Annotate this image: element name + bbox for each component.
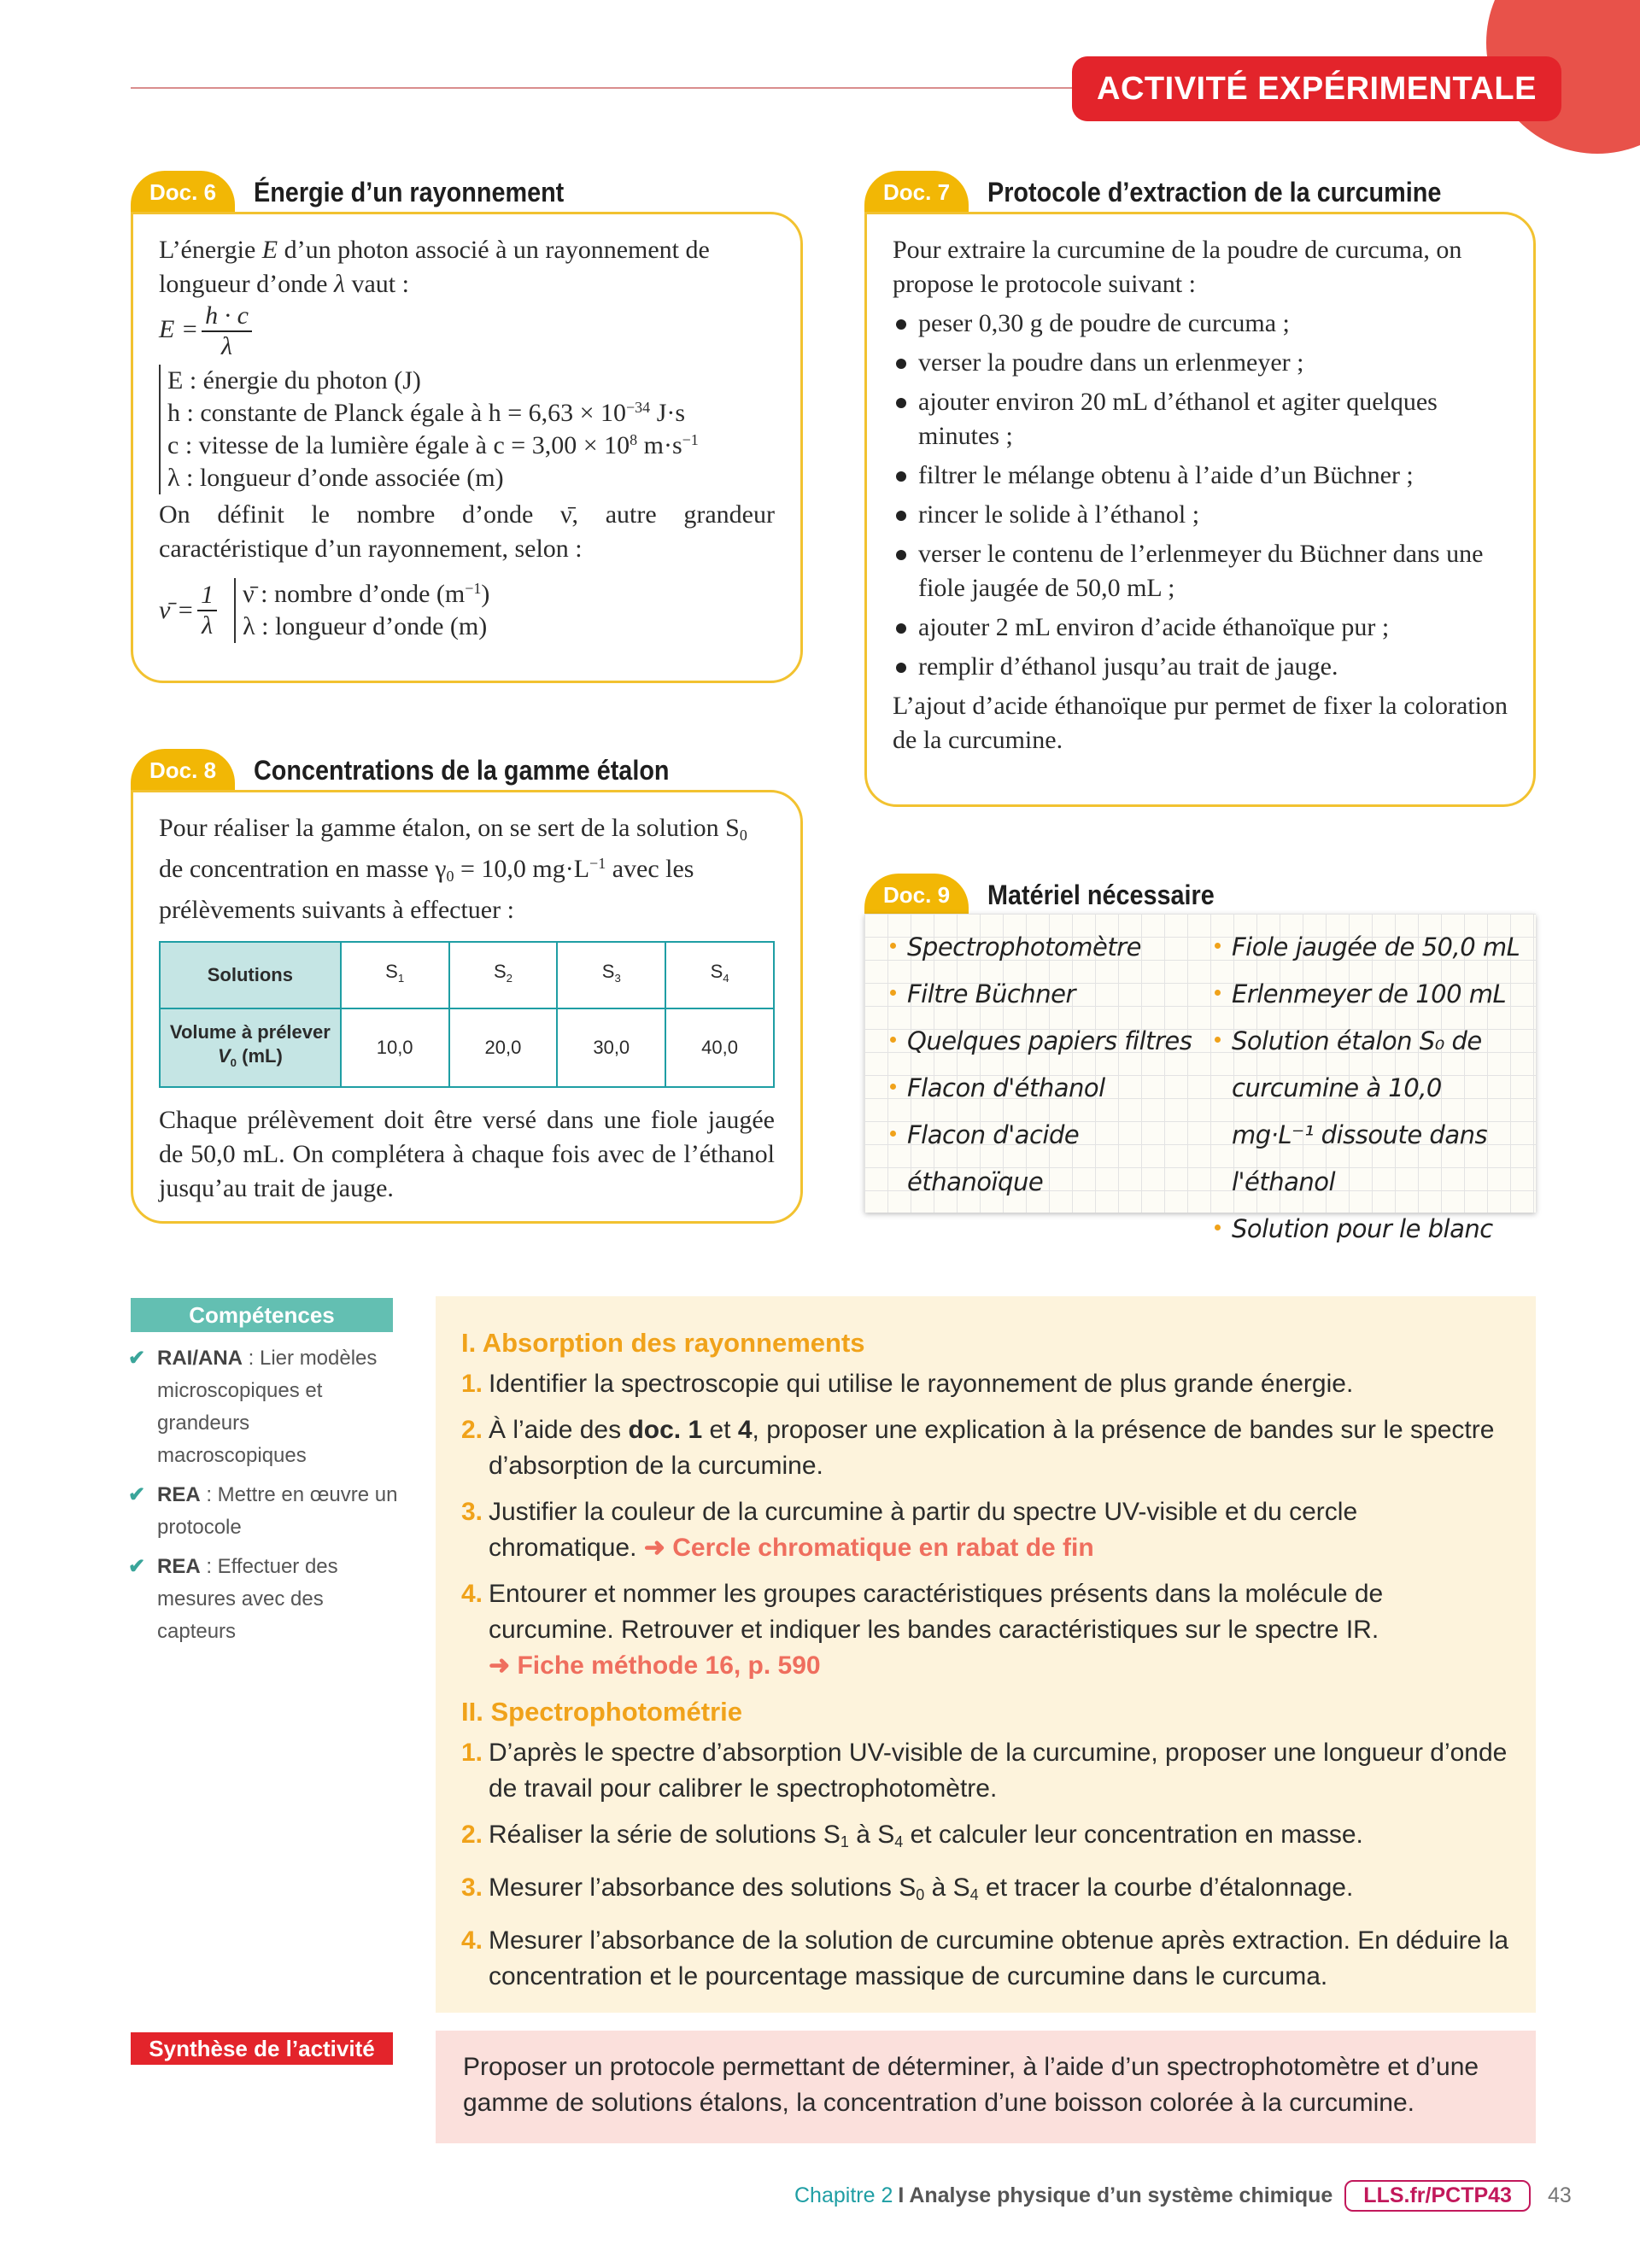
- material-grid: [864, 914, 1536, 1243]
- reference-link[interactable]: ➜ Fiche méthode 16, p. 590: [489, 1651, 821, 1680]
- protocol-steps: [893, 307, 1508, 684]
- check-icon: ✔: [128, 1555, 146, 1578]
- chapter-label: Chapitre 2: [794, 2183, 893, 2207]
- protocol-step: ajouter environ 20 mL d’éthanol et agiter quelques minutes ;: [893, 385, 1508, 453]
- synthese-text: Proposer un protocole permettant de déterminer, à l’aide d’un spectrophotomètre et d’une gamme de solutions étalons, la concentration d’une boisson colorée à la curcumine.: [436, 2031, 1536, 2143]
- check-icon: ✔: [128, 1483, 146, 1506]
- doc8-box: [131, 790, 803, 1224]
- table-cell: $S_4$: [665, 942, 774, 1008]
- table-row: [160, 942, 774, 1008]
- material-item: Solution étalon S₀ de curcumine à 10,0 mg·L⁻¹ dissoute dans l'éthanol: [1215, 1018, 1531, 1206]
- material-item: Flacon d'acide éthanoïque: [890, 1112, 1095, 1206]
- footer: [794, 2180, 1572, 2212]
- doc6-tag: Doc. 6: [131, 171, 235, 213]
- competences-list: [128, 1342, 401, 1655]
- protocol-step: verser le contenu de l’erlenmeyer du Büchner dans une fiole jaugée de 50,0 mL ;: [893, 537, 1508, 605]
- question: 4. Mesurer l’absorbance de la solution de curcumine obtenue après extraction. En déduire la concentration et le pourcentage massique de curcumine dans le curcuma.: [461, 1926, 1509, 1990]
- material-item: Fiole jaugée de 50,0 mL: [1215, 924, 1531, 971]
- table-header: Volume à prélever $V_0$ (mL): [160, 1008, 341, 1087]
- wavenumber-formula: ν̄ = $\frac{1}{\lambda}$ ν̄ : nombre d’onde $(m^{-1})$ λ : longueur d’onde (m): [159, 575, 775, 646]
- table-header: Solutions: [160, 942, 341, 1008]
- doc8-outro: Chaque prélèvement doit être versé dans une fiole jaugée de 50,0 mL. On complétera à chaque fois avec de l’éthanol jusqu’au trait de jauge.: [159, 1106, 775, 1202]
- doc6-title: Énergie d’un rayonnement: [254, 177, 565, 208]
- doc7-box: [864, 212, 1536, 807]
- page-number: 43: [1547, 2183, 1572, 2207]
- protocol-step: ajouter 2 mL environ d’acide éthanoïque pur ;: [893, 611, 1508, 645]
- table-cell: 10,0: [341, 1008, 449, 1087]
- energy-legend: E : énergie du photon (J) h : constante de Planck égale à $h = 6,63 \times 10^{-34}$ J·s c : vitesse de la lumière égale à $c = 3,00 \times 10^8$ $m\cdot s^{-1}$ λ : longueur d’onde associée (m): [159, 365, 775, 494]
- synthese-heading: Synthèse de l’activité: [131, 2032, 393, 2065]
- question: 4. Entourer et nommer les groupes caractéristiques présents dans la molécule de curcumine. Retrouver et indiquer les bandes caractéristiques sur le spectre IR. ➜ Fiche méthode 16, p. 590: [461, 1576, 1510, 1684]
- material-item: Quelques papiers filtres: [890, 1018, 1198, 1065]
- protocol-step: rincer le solide à l’éthanol ;: [893, 498, 1508, 532]
- doc7-header: [864, 171, 1491, 213]
- competence-item: ✔ REA : Mettre en œuvre un protocole: [128, 1479, 401, 1544]
- doc8-header: [131, 749, 716, 792]
- question: 1. Identifier la spectroscopie qui utilise le rayonnement de plus grande énergie.: [461, 1370, 1354, 1398]
- dilution-table: [159, 941, 775, 1088]
- doc7-note: L’ajout d’acide éthanoïque pur permet de fixer la coloration de la curcumine.: [893, 692, 1508, 754]
- material-list-right: [1215, 924, 1531, 1253]
- protocol-step: peser 0,30 g de poudre de curcuma ;: [893, 307, 1508, 341]
- question: 3. Justifier la couleur de la curcumine à partir du spectre UV-visible et du cercle chromatique. ➜ Cercle chromatique en rabat de fin: [461, 1498, 1358, 1562]
- energy-formula: E = $\frac{h \cdot c}{\lambda}$: [159, 301, 775, 361]
- material-list-left: [890, 924, 1198, 1206]
- table-cell: $S_3$: [557, 942, 665, 1008]
- wavenumber-definition: On définit le nombre d’onde ν̄, autre grandeur caractéristique d’un rayonnement, selon :: [159, 500, 775, 563]
- question: 3. Mesurer l’absorbance des solutions $S_0$ à $S_4$ et tracer la courbe d’étalonnage.: [461, 1873, 1354, 1903]
- doc7-title: Protocole d’extraction de la curcumine: [987, 177, 1442, 208]
- part2-heading: II. Spectrophotométrie: [461, 1697, 742, 1727]
- table-cell: $S_2$: [449, 942, 558, 1008]
- material-item: Solution pour le blanc: [1215, 1206, 1531, 1253]
- doc6-intro: L’énergie E d’un photon associé à un rayonnement de longueur d’onde λ vaut :: [159, 236, 710, 298]
- material-item: Spectrophotomètre: [890, 924, 1198, 971]
- table-cell: $S_1$: [341, 942, 449, 1008]
- doc7-intro: Pour extraire la curcumine de la poudre de curcuma, on propose le protocole suivant :: [893, 236, 1462, 298]
- question: 2. À l’aide des doc. 1 et 4, proposer une explication à la présence de bandes sur le spectre d’absorption de la curcumine.: [461, 1416, 1495, 1480]
- material-item: Erlenmeyer de 100 mL: [1215, 971, 1531, 1018]
- protocol-step: verser la poudre dans un erlenmeyer ;: [893, 346, 1508, 380]
- doc8-intro: Pour réaliser la gamme étalon, on se sert de la solution $S_0$ de concentration en masse $\gamma_0 = 10,0$ $mg\cdot L^{-1}$ avec les prélèvements suivants à effectuer :: [159, 814, 747, 924]
- doc9-tag: Doc. 9: [864, 874, 969, 916]
- activity-banner: ACTIVITÉ EXPÉRIMENTALE: [1072, 56, 1561, 121]
- material-item: Filtre Büchner: [890, 971, 1198, 1018]
- protocol-step: filtrer le mélange obtenu à l’aide d’un Büchner ;: [893, 459, 1508, 493]
- question: 2. Réaliser la série de solutions $S_1$ à $S_4$ et calculer leur concentration en masse.: [461, 1821, 1363, 1850]
- protocol-step: remplir d’éthanol jusqu’au trait de jauge.: [893, 650, 1508, 684]
- lls-link[interactable]: LLS.fr/PCTP43: [1344, 2180, 1531, 2212]
- question: 1. D’après le spectre d’absorption UV-visible de la curcumine, proposer une longueur d’onde de travail pour calibrer le spectrophotomètre.: [461, 1739, 1508, 1803]
- doc9-header: [864, 874, 1239, 916]
- doc8-title: Concentrations de la gamme étalon: [254, 755, 670, 786]
- doc6-box: [131, 212, 803, 683]
- check-icon: ✔: [128, 1347, 146, 1370]
- competence-item: ✔ REA : Effectuer des mesures avec des capteurs: [128, 1551, 401, 1648]
- material-item: Flacon d'éthanol: [890, 1065, 1198, 1112]
- competence-item: ✔ RAI/ANA : Lier modèles microscopiques et grandeurs macroscopiques: [128, 1342, 401, 1472]
- doc9-title: Matériel nécessaire: [987, 880, 1215, 910]
- separator: I: [898, 2183, 905, 2207]
- chapter-subject: Analyse physique d’un système chimique: [909, 2183, 1333, 2207]
- part1-heading: I. Absorption des rayonnements: [461, 1328, 865, 1358]
- table-cell: 30,0: [557, 1008, 665, 1087]
- table-cell: 40,0: [665, 1008, 774, 1087]
- doc8-tag: Doc. 8: [131, 749, 235, 792]
- doc6-header: [131, 171, 599, 213]
- competences-heading: Compétences: [131, 1298, 393, 1332]
- questions-panel: [436, 1296, 1536, 2013]
- header-rule: [131, 87, 1079, 89]
- reference-link[interactable]: ➜ Cercle chromatique en rabat de fin: [643, 1534, 1094, 1562]
- doc7-tag: Doc. 7: [864, 171, 969, 213]
- table-row: [160, 1008, 774, 1087]
- table-cell: 20,0: [449, 1008, 558, 1087]
